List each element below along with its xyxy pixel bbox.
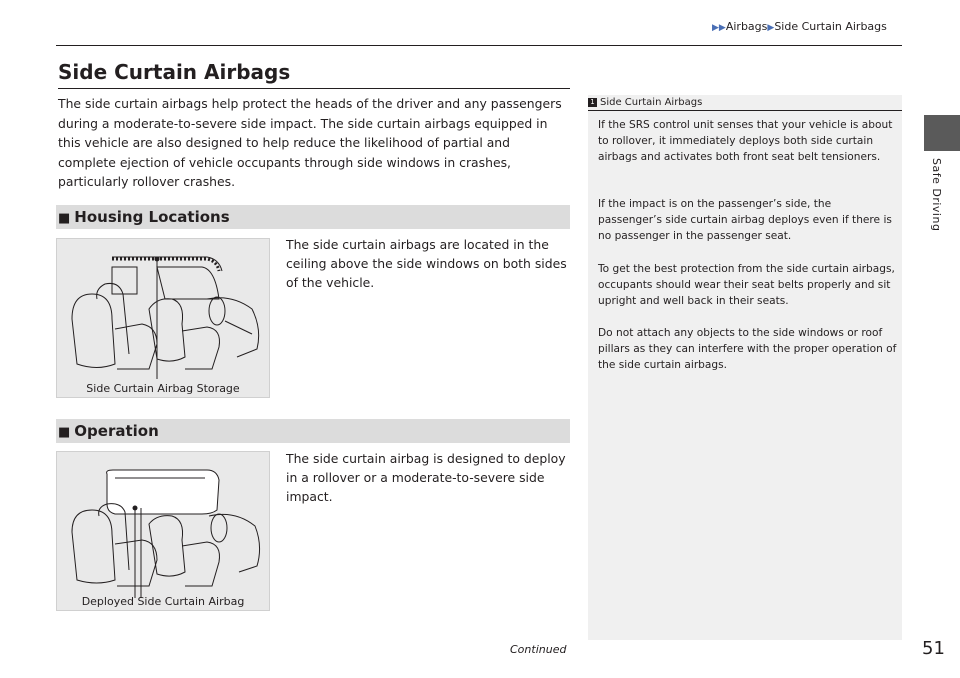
- page-title: Side Curtain Airbags: [58, 60, 291, 84]
- double-triangle-right-icon: ▶▶: [712, 23, 726, 33]
- note-number-badge: 1: [588, 98, 597, 107]
- section-heading-housing-locations: [56, 205, 570, 229]
- note-paragraph: To get the best protection from the side curtain airbags, occupants should wear their seat belts properly and sit upright and well back in their seats.: [598, 263, 895, 307]
- section-heading-text: Operation: [74, 422, 159, 440]
- operation-text: The side curtain airbag is designed to deploy in a rollover or a moderate-to-severe side impact.: [286, 451, 566, 504]
- breadcrumb: [712, 20, 887, 33]
- square-bullet-icon: ■: [58, 425, 71, 440]
- figure-caption: Deployed Side Curtain Airbag: [81, 595, 245, 608]
- note-paragraph: If the SRS control unit senses that your vehicle is about to rollover, it immediately deploys both side curtain airbags and activates both front seat belt tensioners.: [598, 119, 893, 163]
- note-paragraph: Do not attach any objects to the side windows or roof pillars as they can interfere with the proper operation of the side curtain airbags.: [598, 327, 897, 371]
- page-number: 51: [922, 638, 945, 659]
- note-heading-text: Side Curtain Airbags: [600, 97, 703, 108]
- figure-caption: Side Curtain Airbag Storage: [86, 382, 240, 395]
- note-paragraph: If the impact is on the passenger’s side, the passenger’s side curtain airbag deploys even if there is no passenger in the passenger seat.: [598, 198, 892, 242]
- intro-paragraph: The side curtain airbags help protect the heads of the driver and any passengers during a moderate-to-severe side impact. The side curtain airbags equipped in this vehicle are also designed to help reduce the likelihood of partial and complete ejection of vehicle occupants through side windows in crashes, particularly rollover crashes.: [58, 96, 562, 189]
- continued-label: Continued: [510, 643, 567, 656]
- breadcrumb-part-2: Side Curtain Airbags: [774, 20, 887, 33]
- housing-locations-text: The side curtain airbags are located in the ceiling above the side windows on both sides of the vehicle.: [286, 237, 567, 290]
- note-rule: [588, 110, 902, 111]
- figure-deployed-airbag: [56, 451, 270, 611]
- note-heading: [588, 97, 702, 108]
- section-heading-text: Housing Locations: [74, 208, 230, 226]
- triangle-right-icon: ▶: [767, 23, 775, 33]
- car-interior-deployed-illustration: [57, 452, 271, 612]
- title-rule: [58, 88, 570, 89]
- breadcrumb-part-1[interactable]: Airbags: [725, 20, 768, 33]
- section-heading-operation: [56, 419, 570, 443]
- car-interior-storage-illustration: [57, 239, 271, 399]
- figure-airbag-storage: [56, 238, 270, 398]
- chapter-tab[interactable]: [924, 115, 960, 151]
- square-bullet-icon: ■: [58, 211, 71, 226]
- side-note: [588, 95, 902, 640]
- header-rule: [56, 45, 902, 46]
- chapter-label: Safe Driving: [930, 158, 943, 232]
